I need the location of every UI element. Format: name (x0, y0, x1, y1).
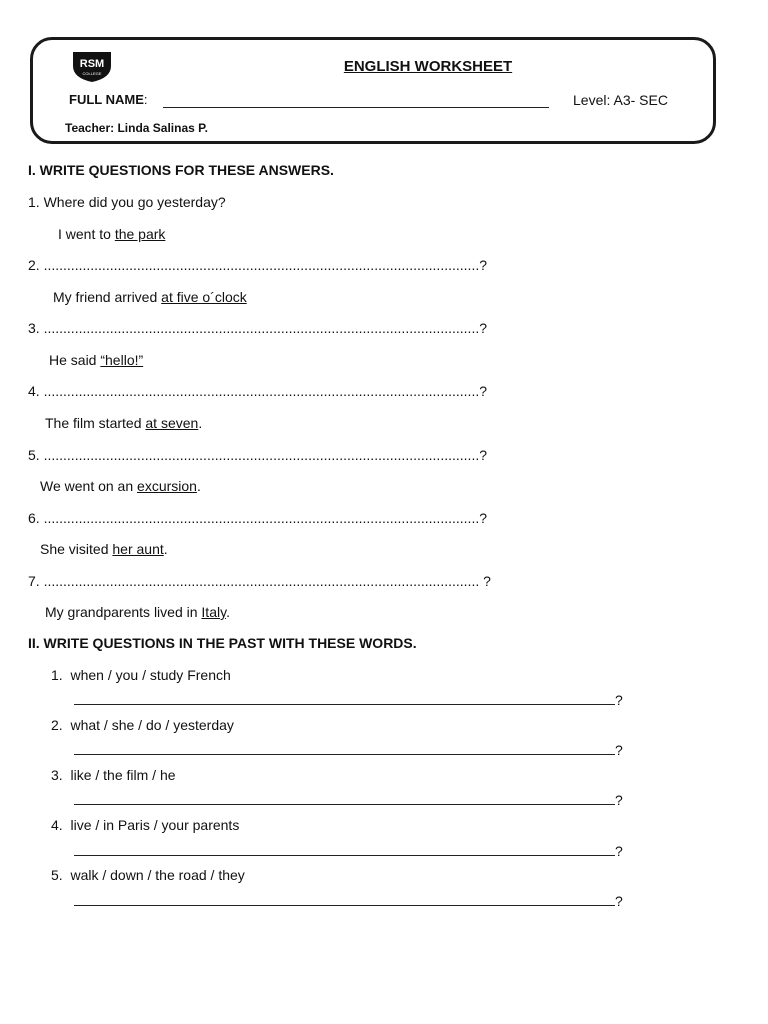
answer-end: . (226, 604, 230, 620)
answer-blank-line[interactable] (74, 843, 623, 859)
question-mark: ? (615, 742, 623, 758)
question-line[interactable] (28, 510, 487, 526)
question-mark: ? (615, 792, 623, 808)
prompt-number: 3. (51, 767, 63, 783)
question-mark: ? (479, 510, 488, 526)
question-mark: ? (479, 257, 488, 273)
prompt-number: 4. (51, 817, 63, 833)
answer-blank[interactable] (74, 742, 615, 755)
question-line[interactable] (28, 383, 487, 399)
question-line[interactable] (28, 257, 487, 273)
answer-end: . (198, 415, 203, 431)
answer-underlined: excursion (137, 478, 197, 494)
logo-text: RSM (79, 58, 105, 70)
prompt-words: like / the film / he (70, 767, 176, 783)
answer-blank[interactable] (74, 893, 615, 906)
question-number: 5. (28, 447, 40, 463)
question-blank: ................................................................................................................ (43, 383, 480, 399)
example-question: 1. Where did you go yesterday? (28, 194, 226, 210)
full-name-text: FULL NAME (69, 92, 144, 107)
answer-underlined: “hello!” (100, 352, 144, 368)
answer-text: He said (49, 352, 101, 368)
question-mark: ? (615, 692, 623, 708)
question-line[interactable] (28, 320, 487, 336)
answer-text: She visited (40, 541, 113, 557)
words-prompt (51, 817, 239, 833)
question-blank: ................................................................................................................ (43, 510, 480, 526)
prompt-words: walk / down / the road / they (70, 867, 245, 883)
question-mark: ? (479, 447, 488, 463)
example-answer-pre: I went to (58, 226, 115, 242)
question-mark: ? (479, 320, 488, 336)
section2-title: II. WRITE QUESTIONS IN THE PAST WITH THESE WORDS. (28, 635, 417, 651)
question-line[interactable] (28, 447, 487, 463)
answer-end: . (196, 478, 201, 494)
answer-text: My grandparents lived in (45, 604, 202, 620)
answer-underlined: at five o´clock (161, 289, 247, 305)
answer-blank-line[interactable] (74, 692, 623, 708)
answer-blank-line[interactable] (74, 792, 623, 808)
header-box (30, 37, 716, 144)
prompt-words: what / she / do / yesterday (70, 717, 234, 733)
answer-text: We went on an (40, 478, 138, 494)
answer-text: The film started (45, 415, 146, 431)
answer-line (49, 352, 143, 368)
answer-blank-line[interactable] (74, 893, 623, 909)
answer-line (53, 289, 247, 305)
answer-line (40, 541, 168, 557)
question-mark: ? (615, 843, 623, 859)
full-name-field[interactable] (163, 107, 549, 108)
answer-line (45, 415, 202, 431)
prompt-number: 5. (51, 867, 63, 883)
section1-title: I. WRITE QUESTIONS FOR THESE ANSWERS. (28, 162, 334, 178)
words-prompt (51, 767, 176, 783)
teacher-label: Teacher: Linda Salinas P. (65, 121, 208, 135)
answer-text: My friend arrived (53, 289, 162, 305)
question-number: 7. (28, 573, 40, 589)
words-prompt (51, 717, 234, 733)
question-number: 4. (28, 383, 40, 399)
question-number: 2. (28, 257, 40, 273)
answer-blank[interactable] (74, 692, 615, 705)
question-number: 6. (28, 510, 40, 526)
words-prompt (51, 667, 231, 683)
question-mark: ? (479, 383, 488, 399)
answer-line (40, 478, 201, 494)
question-mark: ? (615, 893, 623, 909)
full-name-colon: : (143, 92, 148, 107)
answer-underlined: Italy (201, 604, 227, 620)
question-blank: ................................................................................................................ (43, 573, 480, 589)
answer-blank-line[interactable] (74, 742, 623, 758)
answer-line (45, 604, 230, 620)
answer-underlined: her aunt (112, 541, 164, 557)
question-line[interactable] (28, 573, 491, 589)
question-blank: ................................................................................................................ (43, 257, 480, 273)
question-mark: ? (483, 573, 491, 589)
logo-subtext: COLLEGE (82, 71, 102, 76)
question-blank: ................................................................................................................ (43, 447, 480, 463)
prompt-words: live / in Paris / your parents (70, 817, 240, 833)
answer-underlined: at seven (145, 415, 199, 431)
answer-end: . (163, 541, 168, 557)
level-label: Level: A3- SEC (573, 92, 668, 108)
answer-blank[interactable] (74, 843, 615, 856)
prompt-number: 1. (51, 667, 63, 683)
example-answer (58, 226, 165, 242)
words-prompt (51, 867, 245, 883)
example-answer-underlined: the park (114, 226, 166, 242)
worksheet-title: ENGLISH WORKSHEET (343, 58, 513, 75)
full-name-label (69, 92, 148, 107)
prompt-number: 2. (51, 717, 63, 733)
question-number: 3. (28, 320, 40, 336)
question-blank: ................................................................................................................ (43, 320, 480, 336)
prompt-words: when / you / study French (70, 667, 231, 683)
answer-blank[interactable] (74, 792, 615, 805)
